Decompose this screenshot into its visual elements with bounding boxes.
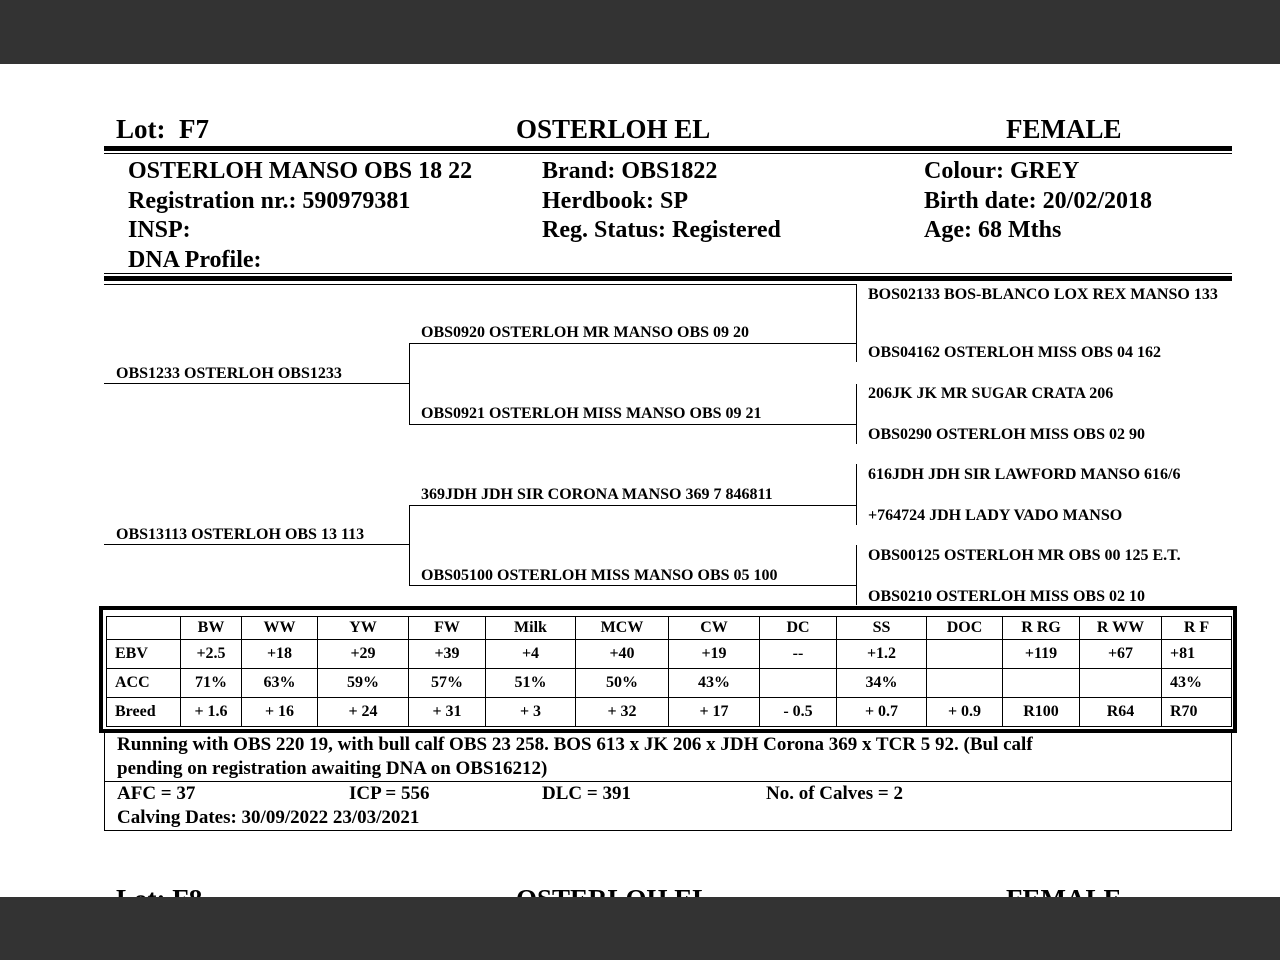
ebv-cell [927,640,1003,669]
reg-status: Reg. Status: Registered [542,217,781,243]
header-rule-top [104,146,1232,151]
breed-row [107,698,1232,727]
ebv-header-cell: WW [242,617,318,640]
ebv-cell [1003,669,1080,698]
lot-value: F7 [179,114,209,144]
ebv-cell: 57% [409,669,486,698]
pedigree-line [104,544,409,545]
ebv-header-cell: R WW [1080,617,1162,640]
pedigree-bracket [409,505,410,586]
header-rule-thin [104,153,1232,154]
ebv-row-label: EBV [107,640,181,669]
ebv-cell [927,669,1003,698]
pedigree-great-grandparent: OBS04162 OSTERLOH MISS OBS 04 162 [868,344,1161,361]
ebv-header-cell: DC [760,617,837,640]
pedigree-sire-dam: OBS0921 OSTERLOH MISS MANSO OBS 09 21 [421,405,762,422]
ebv-cell: + 1.6 [181,698,242,727]
ebv-cell: + 0.7 [837,698,927,727]
animal-name: OSTERLOH MANSO OBS 18 22 [128,158,473,184]
ebv-header-cell [107,617,181,640]
pedigree-line [409,424,856,425]
ebv-cell: 43% [1162,669,1232,698]
ebv-header-cell: R RG [1003,617,1080,640]
ebv-cell: 51% [486,669,576,698]
pedigree-sire: OBS1233 OSTERLOH OBS1233 [116,365,342,382]
comments-line: pending on registration awaiting DNA on OBS16212) [117,758,548,779]
ebv-cell: +2.5 [181,640,242,669]
acc-row [107,669,1232,698]
herdbook: Herdbook: SP [542,187,689,214]
herd-name: OSTERLOH EL [516,114,711,144]
ebv-header-cell: YW [318,617,409,640]
lot-number [116,114,209,145]
lot-label: Lot: [116,114,166,144]
pedigree-line [409,585,856,586]
calving-dates: Calving Dates: 30/09/2022 23/03/2021 [117,807,420,828]
dlc-value: DLC = 391 [542,783,631,804]
ebv-cell: +119 [1003,640,1080,669]
pedigree-top-line [104,284,856,285]
pedigree-bracket [856,464,857,525]
ebv-cell: R100 [1003,698,1080,727]
ebv-cell: + 0.9 [927,698,1003,727]
brand: Brand: OBS1822 [542,158,718,184]
ebv-cell: 34% [837,669,927,698]
ebv-cell: +67 [1080,640,1162,669]
pedigree-bracket [856,545,857,605]
pedigree-dam-sire: 369JDH JDH SIR CORONA MANSO 369 7 846811 [421,486,773,503]
birth-date: Birth date: 20/02/2018 [924,187,1152,214]
animal-info-left [128,157,472,275]
animal-info-right [924,157,1152,246]
pedigree-line [409,505,856,506]
ebv-cell: - 0.5 [760,698,837,727]
pedigree-line [104,383,409,384]
ebv-header-cell: SS [837,617,927,640]
afc-value: AFC = 37 [117,783,196,804]
ebv-cell: + 31 [409,698,486,727]
top-viewer-bar [0,0,1280,64]
comments-text [117,733,1217,781]
pedigree-dam: OBS13113 OSTERLOH OBS 13 113 [116,526,365,543]
pedigree-great-grandparent: 616JDH JDH SIR LAWFORD MANSO 616/6 [868,466,1181,483]
ebv-cell: + 3 [486,698,576,727]
ebv-cell: R64 [1080,698,1162,727]
pedigree-great-grandparent: 206JK JK MR SUGAR CRATA 206 [868,385,1114,402]
comments-separator [105,781,1231,782]
pedigree-bracket [856,284,857,362]
pedigree-dam-dam: OBS05100 OSTERLOH MISS MANSO OBS 05 100 [421,567,778,584]
registration-number: Registration nr.: 590979381 [128,187,411,214]
comments-box [104,730,1232,831]
ebv-header-cell: FW [409,617,486,640]
ebv-header-cell: BW [181,617,242,640]
ebv-cell [1080,669,1162,698]
ebv-row [107,640,1232,669]
animal-info-middle [542,157,781,246]
ebv-cell: + 32 [576,698,669,727]
ebv-cell: +39 [409,640,486,669]
ebv-cell [760,669,837,698]
ebv-cell: +29 [318,640,409,669]
pedigree-bracket [856,384,857,444]
ebv-cell: + 17 [669,698,760,727]
pedigree-sire-sire: OBS0920 OSTERLOH MR MANSO OBS 09 20 [421,324,750,341]
ebv-cell: +4 [486,640,576,669]
icp-value: ICP = 556 [349,783,430,804]
document-page [0,64,1280,897]
comments-line: Running with OBS 220 19, with bull calf OBS 23 258. BOS 613 x JK 206 x JDH Corona 369 x TCR 5 92. (Bul calf [117,734,1033,755]
pedigree-great-grandparent: +764724 JDH LADY VADO MANSO [868,507,1123,524]
pedigree-great-grandparent: OBS00125 OSTERLOH MR OBS 00 125 E.T. [868,547,1181,564]
ebv-cell: +18 [242,640,318,669]
age: Age: 68 Mths [924,217,1062,243]
ebv-cell: +40 [576,640,669,669]
ebv-cell: -- [760,640,837,669]
sex-label: FEMALE [1006,114,1122,144]
ebv-cell: 50% [576,669,669,698]
pedigree-great-grandparent: BOS02133 BOS-BLANCO LOX REX MANSO 133 [868,286,1218,303]
ebv-cell: 59% [318,669,409,698]
ebv-cell: +19 [669,640,760,669]
ebv-cell: 63% [242,669,318,698]
ebv-row-label: Breed [107,698,181,727]
ebv-row-label: ACC [107,669,181,698]
ebv-cell: + 16 [242,698,318,727]
insp: INSP: [128,217,191,243]
ebv-table [106,616,1232,727]
bottom-viewer-bar [0,897,1280,960]
ebv-cell: R70 [1162,698,1232,727]
ebv-cell: + 24 [318,698,409,727]
ebv-cell: +81 [1162,640,1232,669]
ebv-header-cell: Milk [486,617,576,640]
info-rule-thick [104,276,1232,281]
ebv-header-cell: CW [669,617,760,640]
ebv-cell: 71% [181,669,242,698]
ebv-header-row [107,617,1232,640]
pedigree-great-grandparent: OBS0210 OSTERLOH MISS OBS 02 10 [868,588,1145,605]
calves-count: No. of Calves = 2 [766,783,903,804]
ebv-header-cell: MCW [576,617,669,640]
ebv-header-cell: DOC [927,617,1003,640]
ebv-cell: 43% [669,669,760,698]
colour: Colour: GREY [924,158,1080,184]
pedigree-line [409,343,856,344]
pedigree-bracket [409,343,410,425]
info-rule-thin [104,273,1232,274]
ebv-cell: +1.2 [837,640,927,669]
dna-profile: DNA Profile: [128,246,262,273]
ebv-header-cell: R F [1162,617,1232,640]
pedigree-great-grandparent: OBS0290 OSTERLOH MISS OBS 02 90 [868,426,1145,443]
